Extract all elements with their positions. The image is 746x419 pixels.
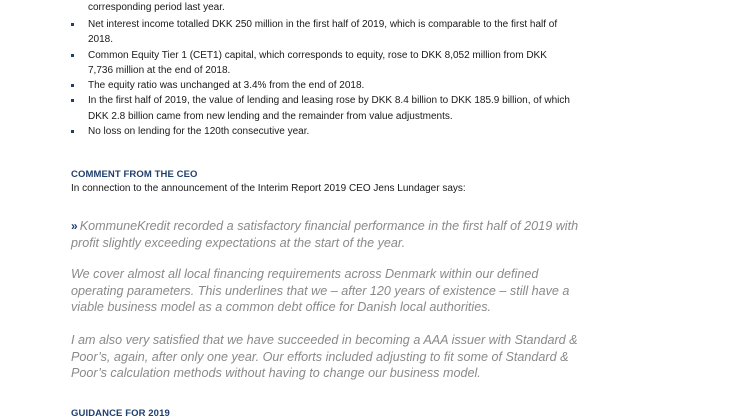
bullet-text: In the first half of 2019, the value of lending and leasing rose by DKK 8.4 billion to DKK 185.9 billion, of which DKK 2.8 billion came from new lending and the remainder from value adjustments. [88, 95, 570, 122]
bullet-icon [71, 23, 74, 26]
bullet-text: Net interest income totalled DKK 250 million in the first half of 2019, which is comparable to the first half of 2018. [88, 19, 558, 46]
quote-mark-icon: » [71, 219, 78, 233]
list-item [71, 124, 571, 139]
guidance-section-heading: GUIDANCE FOR 2019 [71, 408, 170, 419]
ceo-intro: In connection to the announcement of the Interim Report 2019 CEO Jens Lundager says: [71, 183, 466, 194]
bullet-text: Common Equity Tier 1 (CET1) capital, which corresponds to equity, rose to DKK 8,052 million from DKK 7,736 million at the end of 2018. [88, 49, 547, 76]
quote-text: I am also very satisfied that we have succeeded in becoming a AAA issuer with Standard & Poor’s, again, after only one year. Our efforts included adjusting to fit some of Standard & Poor’s calculation methods without having to change our business model. [71, 333, 578, 380]
continued-text: corresponding period last year. [88, 2, 225, 13]
list-item [71, 93, 571, 124]
ceo-section-heading: COMMENT FROM THE CEO [71, 169, 198, 180]
highlights-list [71, 17, 571, 139]
bullet-icon [71, 54, 74, 57]
bullet-text: No loss on lending for the 120th consecutive year. [88, 126, 310, 138]
list-item [71, 17, 571, 48]
quote-text: KommuneKredit recorded a satisfactory financial performance in the first half of 2019 with profit slightly exceeding expectations at the start of the year. [71, 219, 579, 250]
quote-text: We cover almost all local financing requirements across Denmark within our defined operating parameters. This underlines that we – after 120 years of existence – still have a viable business model as a common debt office for Danish local authorities. [71, 267, 570, 314]
list-item [71, 78, 571, 93]
ceo-quote-paragraph [71, 332, 581, 382]
bullet-text: The equity ratio was unchanged at 3.4% from the end of 2018. [88, 80, 365, 92]
list-item [71, 48, 571, 79]
ceo-quote-paragraph [71, 266, 581, 316]
bullet-icon [71, 99, 74, 102]
bullet-icon [71, 84, 74, 87]
ceo-quote-paragraph [71, 218, 581, 251]
bullet-icon [71, 130, 74, 133]
